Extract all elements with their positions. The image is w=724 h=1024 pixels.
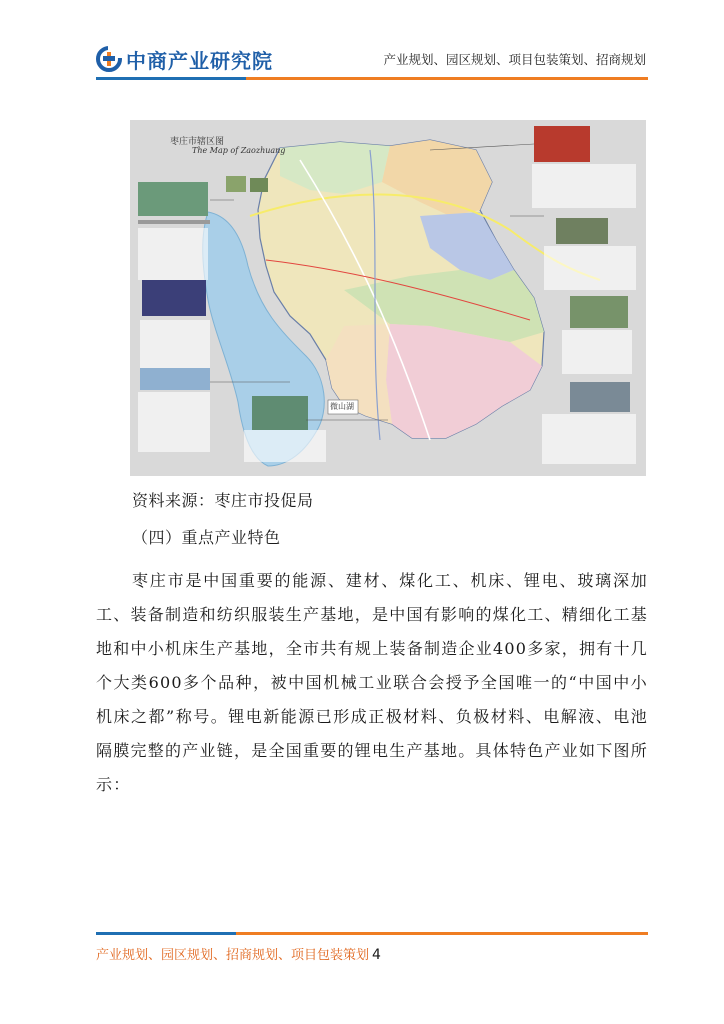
logo-text: 中商产业研究院	[126, 48, 273, 73]
map-title-cn: 枣庄市辖区图	[170, 137, 225, 147]
logo-icon	[96, 46, 122, 72]
header-tagline: 产业规划、园区规划、项目包装策划、招商规划	[383, 52, 646, 67]
company-logo	[96, 44, 273, 74]
figure-source: 资料来源：枣庄市投促局	[132, 491, 314, 510]
zaozhuang-district-map	[130, 120, 646, 476]
map-graphic	[130, 120, 646, 476]
map-title-en: The Map of Zaozhuang	[192, 146, 286, 155]
lake-label: 微山湖	[330, 402, 354, 411]
page-number: 4	[372, 947, 381, 963]
footer-rule-orange	[236, 932, 648, 935]
header-rule-orange	[246, 77, 648, 80]
body-paragraph: 枣庄市是中国重要的能源、建材、煤化工、机床、锂电、玻璃深加工、装备制造和纺织服装生产基地，是中国有影响的煤化工、精细化工基地和中小机床生产基地，全市共有规上装备制造企业400多家，拥有十几个大类600多个品种，被中国机械工业联合会授予全国唯一的“中国中小机床之都”称号。锂电新能源已形成正极材料、负极材料、电解液、电池隔膜完整的产业链，是全国重要的锂电生产基地。具体特色产业如下图所示：	[96, 571, 648, 794]
section-heading: （四）重点产业特色	[132, 528, 281, 547]
footer-rule-blue	[96, 932, 236, 935]
footer	[96, 944, 381, 963]
header-rule-blue	[96, 77, 246, 80]
footer-tagline: 产业规划、园区规划、招商规划、项目包装策划	[96, 948, 370, 963]
